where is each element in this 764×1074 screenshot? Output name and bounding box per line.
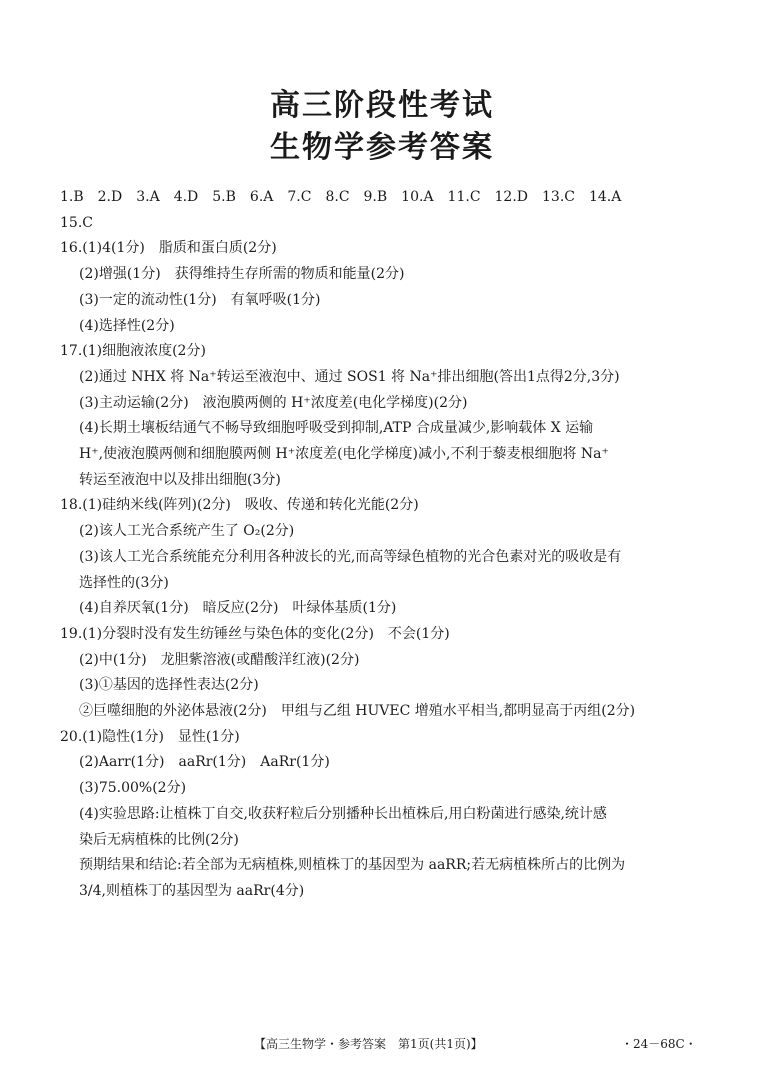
answers-mc-row-2: 15.C bbox=[60, 214, 93, 231]
q20-3: (3)75.00%(2分) bbox=[79, 780, 187, 797]
q20-4-b: 染后无病植株的比例(2分) bbox=[79, 831, 239, 848]
q19-1: 19.(1)分裂时没有发生纺锤丝与染色体的变化(2分) 不会(1分) bbox=[60, 625, 450, 642]
q20-1: 20.(1)隐性(1分) 显性(1分) bbox=[60, 728, 240, 745]
q19-2: (2)中(1分) 龙胆紫溶液(或醋酸洋红液)(2分) bbox=[79, 651, 360, 668]
q20-4-d: 3/4,则植株丁的基因型为 aaRr(4分) bbox=[79, 882, 305, 899]
title-line-1: 高三阶段性考试 bbox=[270, 88, 494, 123]
q16-2: (2)增强(1分) 获得维持生存所需的物质和能量(2分) bbox=[79, 266, 405, 283]
q17-4-b: H⁺,使液泡膜两侧和细胞膜两侧 H⁺浓度差(电化学梯度)减小,不利于藜麦根细胞将 Na⁺ bbox=[79, 446, 609, 463]
q16-4: (4)选择性(2分) bbox=[79, 317, 175, 334]
q19-3-a: (3)①基因的选择性表达(2分) bbox=[79, 677, 259, 694]
q18-3-a: (3)该人工光合系统能充分利用各种波长的光,而高等绿色植物的光合色素对光的吸收是有 bbox=[79, 548, 622, 565]
q17-4-a: (4)长期土壤板结通气不畅导致细胞呼吸受到抑制,ATP 合成量减少,影响载体 X 运输 bbox=[79, 420, 594, 437]
q19-3-b: ②巨噬细胞的外泌体悬液(2分) 甲组与乙组 HUVEC 增殖水平相当,都明显高于丙组(2分) bbox=[79, 703, 636, 720]
q20-4-c: 预期结果和结论:若全部为无病植株,则植株丁的基因型为 aaRR;若无病植株所占的比例为 bbox=[79, 857, 626, 874]
footer-code: ・24－68C・ bbox=[621, 1037, 697, 1051]
q17-3: (3)主动运输(2分) 液泡膜两侧的 H⁺浓度差(电化学梯度)(2分) bbox=[79, 394, 468, 411]
answers-mc-row-1: 1.B 2.D 3.A 4.D 5.B 6.A 7.C 8.C 9.B 10.A 11.C 12.D 13.C 14.A bbox=[60, 189, 622, 205]
footer-label: 【高三生物学・参考答案 第1页(共1页)】 bbox=[254, 1037, 483, 1051]
q16-3: (3)一定的流动性(1分) 有氧呼吸(1分) bbox=[79, 291, 321, 308]
page-footer bbox=[0, 1034, 764, 1054]
q18-1: 18.(1)硅纳米线(阵列)(2分) 吸收、传递和转化光能(2分) bbox=[60, 497, 419, 514]
q20-2: (2)Aarr(1分) aaRr(1分) AaRr(1分) bbox=[79, 754, 330, 771]
q17-2: (2)通过 NHX 将 Na⁺转运至液泡中、通过 SOS1 将 Na⁺排出细胞(答出1点得2分,3分) bbox=[79, 368, 620, 385]
q20-4-a: (4)实验思路:让植株丁自交,收获籽粒后分别播种长出植株后,用白粉菌进行感染,统计感 bbox=[79, 805, 607, 822]
q17-4-c: 转运至液泡中以及排出细胞(3分) bbox=[79, 471, 281, 488]
q17-1: 17.(1)细胞液浓度(2分) bbox=[60, 343, 206, 360]
answer-content bbox=[60, 185, 710, 905]
q18-3-b: 选择性的(3分) bbox=[79, 574, 169, 591]
q16-1: 16.(1)4(1分) 脂质和蛋白质(2分) bbox=[60, 240, 277, 257]
q18-2: (2)该人工光合系统产生了 O₂(2分) bbox=[79, 523, 295, 540]
q18-4: (4)自养厌氧(1分) 暗反应(2分) 叶绿体基质(1分) bbox=[79, 600, 397, 617]
title-line-2: 生物学参考答案 bbox=[270, 130, 494, 165]
